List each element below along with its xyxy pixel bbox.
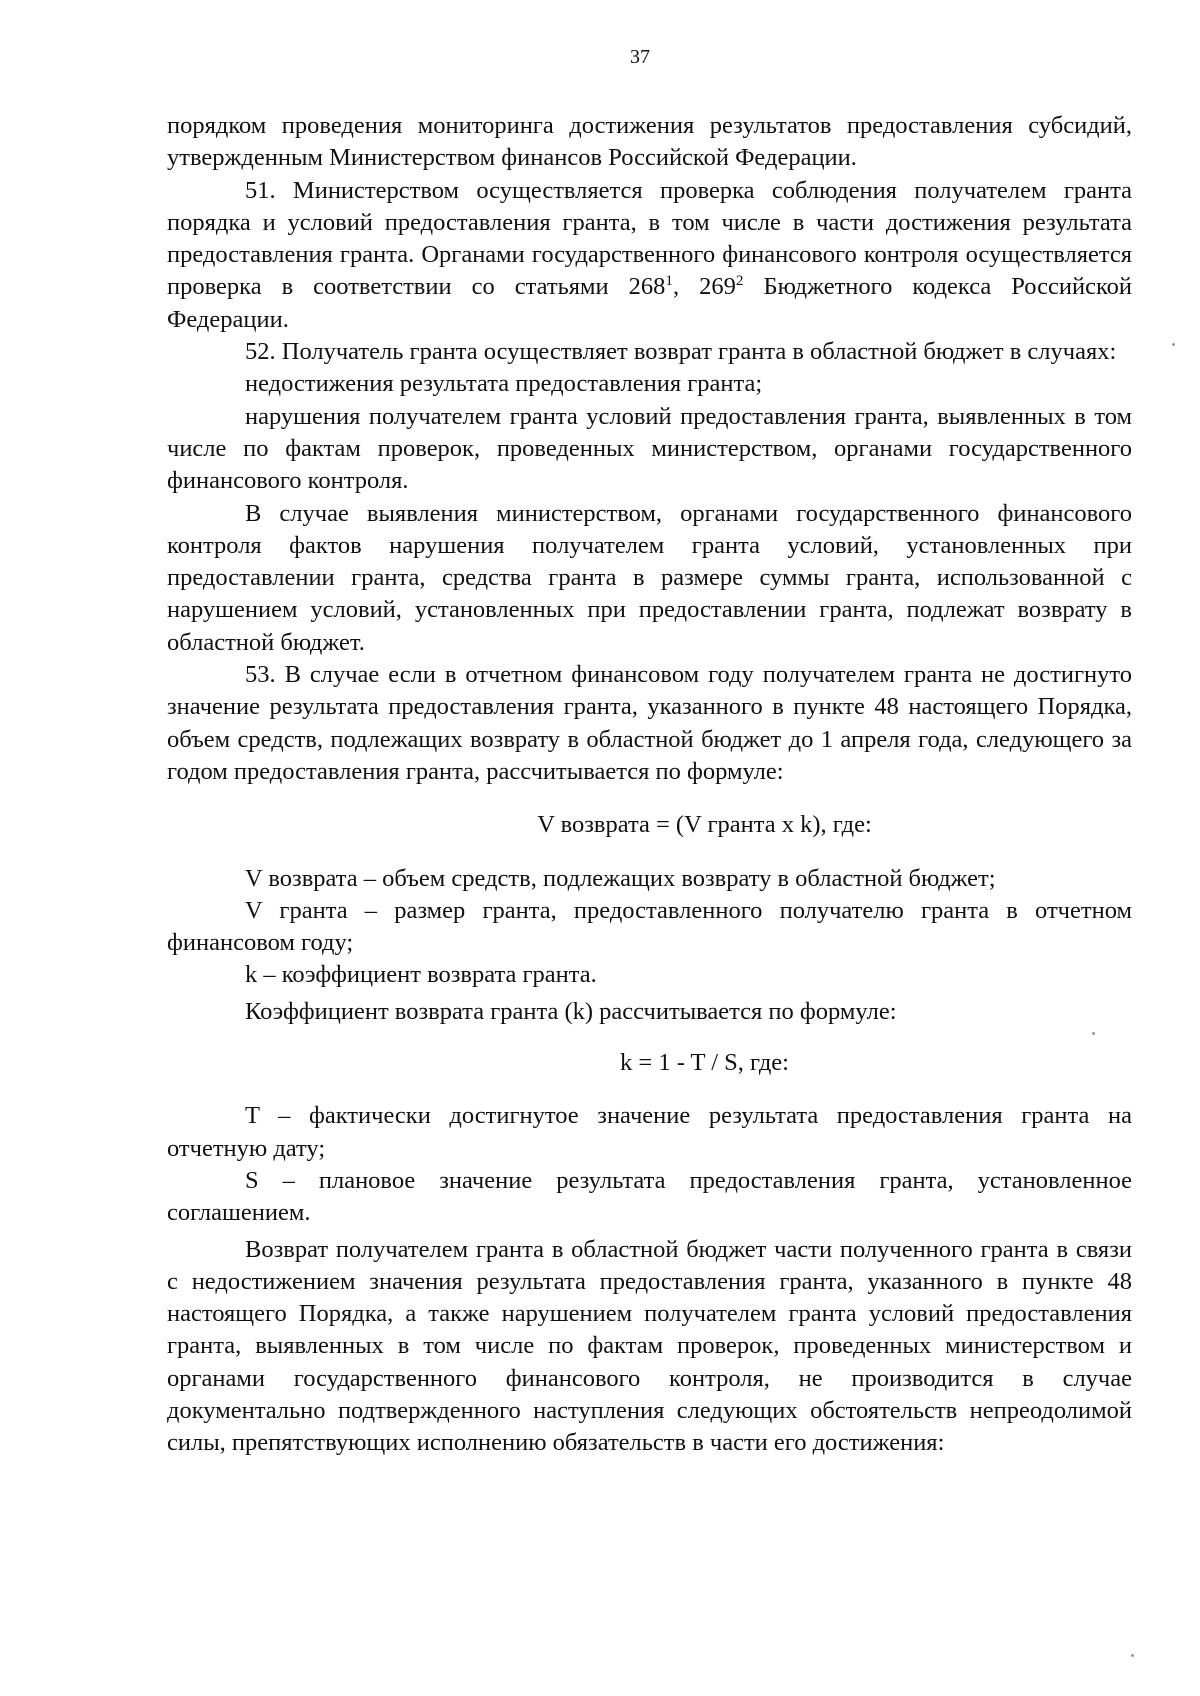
paragraph-52-case-2: нарушения получателем гранта условий предоставления гранта, выявленных в том числе по фактам проверок, проведенных министерством, органами государственного финансового контроля. [167, 402, 1132, 495]
scan-speck [1131, 1654, 1134, 1657]
definition-s: S – плановое значение результата предоставления гранта, установленное соглашением. [167, 1166, 1132, 1227]
paragraph-53: 53. В случае если в отчетном финансовом году получателем гранта не достигнуто значение результата предоставления гранта, указанного в пункте 48 настоящего Порядка, объем средств, подлежащих возврату в областной бюджет до 1 апреля года, следующего за годом предоставления гранта, рассчитывается по формуле: [167, 661, 1132, 785]
formula-coefficient: k = 1 - T / S, где: [620, 1049, 789, 1077]
definition-k: k – коэффициент возврата гранта. [245, 961, 597, 989]
paragraph-51 [167, 175, 1132, 336]
scan-speck [1172, 343, 1175, 346]
article-number-269: 269 [699, 273, 736, 301]
paragraph-continuation: порядком проведения мониторинга достижения результатов предоставления субсидий, утвержденным Министерством финансов Российской Федерации. [167, 112, 1132, 172]
definition-v-return: V возврата – объем средств, подлежащих возврату в областной бюджет; [245, 864, 996, 892]
document-body [167, 110, 1132, 1460]
scan-speck [1092, 1032, 1095, 1035]
article-superscript-2: 2 [735, 272, 744, 290]
paragraph-52-case-1: недостижения результата предоставления гранта; [245, 370, 763, 398]
paragraph-51-text: 51. Министерством осуществляется проверка соблюдения получателем гранта порядка и условий предоставления гранта, в том числе в части достижения результата предоставления гранта. Органами государственного финансового контроля осуществляется проверка в соответствии со статьями [167, 176, 1132, 301]
paragraph-52: 52. Получатель гранта осуществляет возврат гранта в областной бюджет в случаях: [245, 338, 1117, 366]
page-number: 37 [630, 46, 650, 68]
article-number-268: 268 [628, 273, 666, 301]
paragraph-52-violation: В случае выявления министерством, органами государственного финансового контроля фактов нарушения получателем гранта условий, установленных при предоставлении гранта, средства гранта в размере суммы гранта, использованной с нарушением условий, установленных при предоставлении гранта, подлежат возврату в областной бюджет. [167, 499, 1132, 656]
formula-return-volume: V возврата = (V гранта x k), где: [537, 811, 872, 839]
article-separator: , [673, 273, 700, 301]
article-superscript-1: 1 [665, 272, 674, 290]
paragraph-force-majeure: Возврат получателем гранта в областной бюджет части полученного гранта в связи с недостижением значения результата предоставления гранта, указанного в пункте 48 настоящего Порядка, а также нарушением получателем гранта условий предоставления гранта, выявленных в том числе по фактам проверок, проведенных министерством и органами государственного финансового контроля, не производится в случае документально подтвержденного наступления следующих обстоятельств непреодолимой силы, препятствующих исполнению обязательств в части его достижения: [167, 1235, 1132, 1457]
coefficient-intro: Коэффициент возврата гранта (k) рассчитывается по формуле: [245, 997, 897, 1025]
definition-t: T – фактически достигнутое значение результата предоставления гранта на отчетную дату; [167, 1102, 1132, 1162]
definition-v-grant: V гранта – размер гранта, предоставленного получателю гранта в отчетном финансовом году; [167, 896, 1132, 957]
paragraph-51-tail: Бюджетного кодекса Российской Федерации. [167, 273, 1132, 333]
